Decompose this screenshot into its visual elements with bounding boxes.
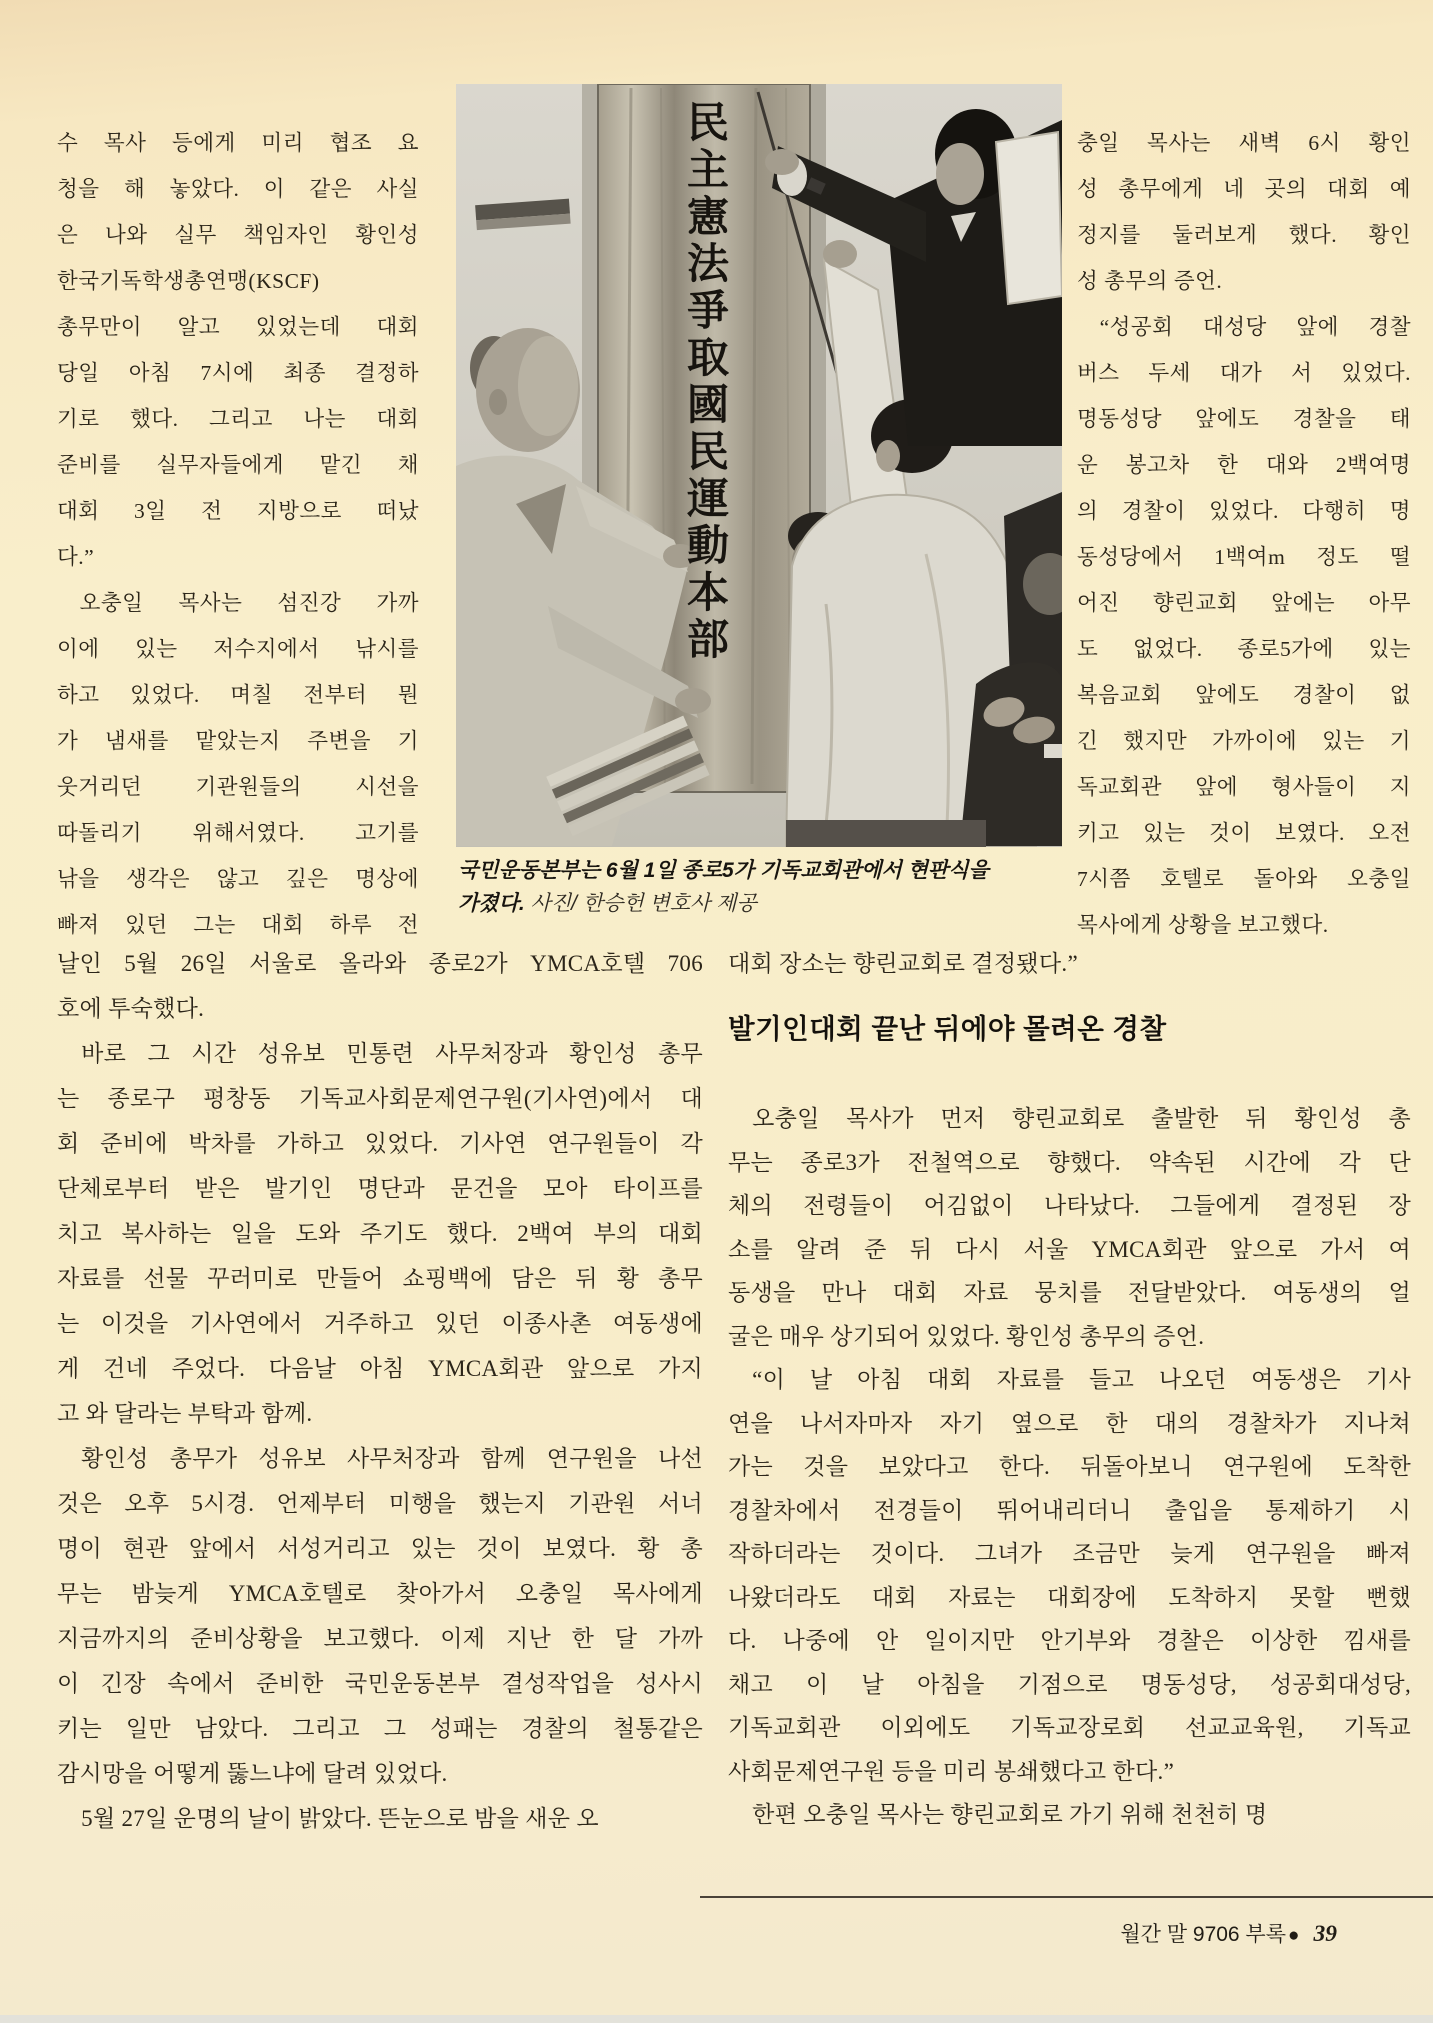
text-line: 가는 것을 보았다고 한다. 뒤돌아보니 연구원에 도착한 bbox=[728, 1454, 1411, 1479]
text-line: 굴은 매우 상기되어 있었다. 황인성 총무의 증언. bbox=[728, 1323, 1205, 1349]
caption-line-2 bbox=[458, 887, 1058, 920]
journal-issue-label: 월간 말 9706 부록 bbox=[1120, 1923, 1287, 1946]
text-line: 어진 향린교회 앞에는 아무 bbox=[1077, 591, 1411, 615]
text-line: 키고 있는 것이 보였다. 오전 bbox=[1077, 821, 1411, 845]
text-line: 지금까지의 준비상황을 보고했다. 이제 지난 한 달 가까 bbox=[57, 1626, 703, 1651]
text-line: 이 긴장 속에서 준비한 국민운동본부 결성작업을 성사시 bbox=[57, 1671, 703, 1696]
right-top-column bbox=[1077, 120, 1411, 948]
text-line: 회 준비에 박차를 가하고 있었다. 기사연 연구원들이 각 bbox=[57, 1131, 703, 1156]
text-line: “이 날 아침 대회 자료를 들고 나오던 여동생은 기사 bbox=[752, 1367, 1411, 1392]
photo-caption bbox=[458, 854, 1058, 920]
text-line: 는 이것을 기사연에서 거주하고 있던 이종사촌 여동생에 bbox=[57, 1311, 703, 1336]
text-line: 호에 투숙했다. bbox=[57, 996, 205, 1021]
page-number: 39 bbox=[1313, 1921, 1337, 1947]
text-line: 대회 장소는 향린교회로 결정됐다.” bbox=[728, 951, 1078, 976]
text-line: 따돌리기 위해서였다. 고기를 bbox=[57, 821, 419, 845]
text-line: 대회 3일 전 지방으로 떠났 bbox=[57, 499, 419, 523]
text-line: 나왔더라도 대회 자료는 대회장에 도착하지 못할 뻔했 bbox=[728, 1584, 1411, 1610]
right-bottom-column bbox=[728, 1097, 1411, 1837]
text-line: 웃거리던 기관원들의 시선을 bbox=[57, 775, 419, 799]
text-line: 치고 복사하는 일을 도와 주기도 했다. 2백여 부의 대회 bbox=[57, 1221, 703, 1246]
text-line: 날인 5월 26일 서울로 올라와 종로2가 YMCA호텔 706 bbox=[57, 951, 703, 976]
photo-illustration bbox=[456, 84, 1062, 847]
text-line: 이에 있는 저수지에서 낚시를 bbox=[57, 637, 419, 661]
text-line: 단체로부터 받은 발기인 명단과 문건을 모아 타이프를 bbox=[57, 1176, 703, 1201]
text-line: 다. 나중에 안 일이지만 안기부와 경찰은 이상한 낌새를 bbox=[728, 1628, 1411, 1653]
text-line: 동생을 만나 대회 자료 뭉치를 전달받았다. 여동생의 얼 bbox=[728, 1280, 1411, 1305]
text-line: 정지를 둘러보게 했다. 황인 bbox=[1077, 223, 1411, 247]
text-line: 한국기독학생총연맹(KSCF) bbox=[57, 269, 320, 293]
text-line: 소를 알려 준 뒤 다시 서울 YMCA회관 앞으로 가서 여 bbox=[728, 1236, 1411, 1262]
text-line: 명동성당 앞에도 경찰을 태 bbox=[1077, 407, 1411, 431]
text-line: 체의 전령들이 어김없이 나타났다. 그들에게 결정된 장 bbox=[728, 1193, 1411, 1218]
text-line: 사회문제연구원 등을 미리 봉쇄했다고 한다.” bbox=[728, 1758, 1175, 1784]
text-line: 명이 현관 앞에서 서성거리고 있는 것이 보였다. 황 총 bbox=[57, 1536, 703, 1561]
text-line: 키는 일만 남았다. 그리고 그 성패는 경찰의 철통같은 bbox=[57, 1716, 703, 1741]
caption-line-1 bbox=[458, 854, 1058, 887]
text-line: 경찰차에서 전경들이 뛰어내리더니 출입을 통제하기 시 bbox=[728, 1497, 1411, 1523]
text-line: 총무만이 알고 있었는데 대회 bbox=[57, 315, 419, 339]
text-line: 긴 했지만 가까이에 있는 기 bbox=[1077, 729, 1411, 753]
caption-credit: 사진/ 한승헌 변호사 제공 bbox=[524, 892, 757, 915]
text-line: 의 경찰이 있었다. 다행히 명 bbox=[1077, 499, 1411, 523]
text-line: 버스 두세 대가 서 있었다. bbox=[1077, 361, 1411, 385]
text-line: 채고 이 날 아침을 기점으로 명동성당, 성공회대성당, bbox=[728, 1671, 1411, 1697]
text-line: 무는 밤늦게 YMCA호텔로 찾아가서 오충일 목사에게 bbox=[57, 1581, 703, 1606]
text-line: 청을 해 놓았다. 이 같은 사실 bbox=[57, 177, 419, 201]
text-line: 오충일 목사가 먼저 향린교회로 출발한 뒤 황인성 총 bbox=[752, 1106, 1411, 1131]
text-line: 기로 했다. 그리고 나는 대회 bbox=[57, 407, 419, 431]
text-line: 도 없었다. 종로5가에 있는 bbox=[1077, 637, 1411, 661]
text-line: 작하더라는 것이다. 그녀가 조금만 늦게 연구원을 빠져 bbox=[728, 1541, 1411, 1566]
text-line: 당일 아침 7시에 최종 결정하 bbox=[57, 361, 419, 385]
text-line: 감시망을 어떻게 뚫느냐에 달려 있었다. bbox=[57, 1761, 448, 1786]
left-top-column bbox=[57, 120, 419, 948]
text-line: 게 건네 주었다. 다음날 아침 YMCA회관 앞으로 가지 bbox=[57, 1356, 703, 1381]
text-line: 수 목사 등에게 미리 협조 요 bbox=[57, 131, 419, 155]
text-line: 5월 27일 운명의 날이 밝았다. 뜬눈으로 밤을 새운 오 bbox=[81, 1806, 599, 1831]
text-line: 은 나와 실무 책임자인 황인성 bbox=[57, 223, 419, 247]
text-line: 황인성 총무가 성유보 사무처장과 함께 연구원을 나선 bbox=[81, 1446, 703, 1471]
text-line: 것은 오후 5시경. 언제부터 미행을 했는지 기관원 서너 bbox=[57, 1491, 703, 1516]
text-line: 낚을 생각은 않고 깊은 명상에 bbox=[57, 867, 419, 891]
text-line: 동성당에서 1백여m 정도 떨 bbox=[1077, 545, 1411, 569]
caption-bold-text: 가졌다. bbox=[458, 892, 525, 915]
text-line: 고 와 달라는 부탁과 함께. bbox=[57, 1401, 313, 1426]
text-line: 준비를 실무자들에게 맡긴 채 bbox=[57, 453, 419, 477]
caption-bold-text: 국민운동본부는 6월 1일 종로5가 기독교회관에서 현판식을 bbox=[458, 859, 989, 882]
bridge-line bbox=[728, 941, 1411, 986]
scan-edge bbox=[0, 2015, 1433, 2023]
news-photo bbox=[456, 84, 1062, 847]
text-line: 바로 그 시간 성유보 민통련 사무처장과 황인성 총무 bbox=[81, 1041, 703, 1066]
text-line: 충일 목사는 새벽 6시 황인 bbox=[1077, 131, 1411, 155]
text-line: 가 냄새를 맡았는지 주변을 기 bbox=[57, 729, 419, 753]
text-line: 연을 나서자마자 자기 옆으로 한 대의 경찰차가 지나쳐 bbox=[728, 1410, 1411, 1436]
page-footer bbox=[1120, 1918, 1337, 1948]
section-heading: 발기인대회 끝난 뒤에야 몰려온 경찰 bbox=[728, 1013, 1167, 1044]
left-bottom-column bbox=[57, 941, 703, 1841]
text-line: 는 종로구 평창동 기독교사회문제연구원(기사연)에서 대 bbox=[57, 1086, 703, 1111]
text-line: 빠져 있던 그는 대회 하루 전 bbox=[57, 913, 419, 937]
text-line: 7시쯤 호텔로 돌아와 오충일 bbox=[1077, 867, 1411, 891]
text-line: 한편 오충일 목사는 향린교회로 가기 위해 천천히 명 bbox=[752, 1802, 1268, 1827]
text-line: 성 총무에게 네 곳의 대회 예 bbox=[1077, 177, 1411, 201]
sign-calligraphy: 民主憲法爭取國民運動本部 bbox=[681, 100, 727, 664]
text-line: 목사에게 상황을 보고했다. bbox=[1077, 913, 1329, 937]
text-line: 운 봉고차 한 대와 2백여명 bbox=[1077, 453, 1411, 477]
footer-bullet-icon: ● bbox=[1288, 1925, 1300, 1946]
text-line: 하고 있었다. 며칠 전부터 뭔 bbox=[57, 683, 419, 707]
text-line: 자료를 선물 꾸러미로 만들어 쇼핑백에 담은 뒤 황 총무 bbox=[57, 1266, 703, 1291]
text-line: 다.” bbox=[57, 545, 95, 569]
text-line: 복음교회 앞에도 경찰이 없 bbox=[1077, 683, 1411, 707]
text-line: 오충일 목사는 섬진강 가까 bbox=[79, 591, 419, 615]
text-line: 독교회관 앞에 형사들이 지 bbox=[1077, 775, 1411, 799]
text-line: “성공회 대성당 앞에 경찰 bbox=[1099, 315, 1411, 339]
text-line: 기독교회관 이외에도 기독교장로회 선교교육원, 기독교 bbox=[728, 1715, 1411, 1740]
footer-rule bbox=[700, 1896, 1433, 1898]
text-line: 성 총무의 증언. bbox=[1077, 269, 1223, 293]
text-line: 무는 종로3가 전철역으로 향했다. 약속된 시간에 각 단 bbox=[728, 1149, 1411, 1175]
